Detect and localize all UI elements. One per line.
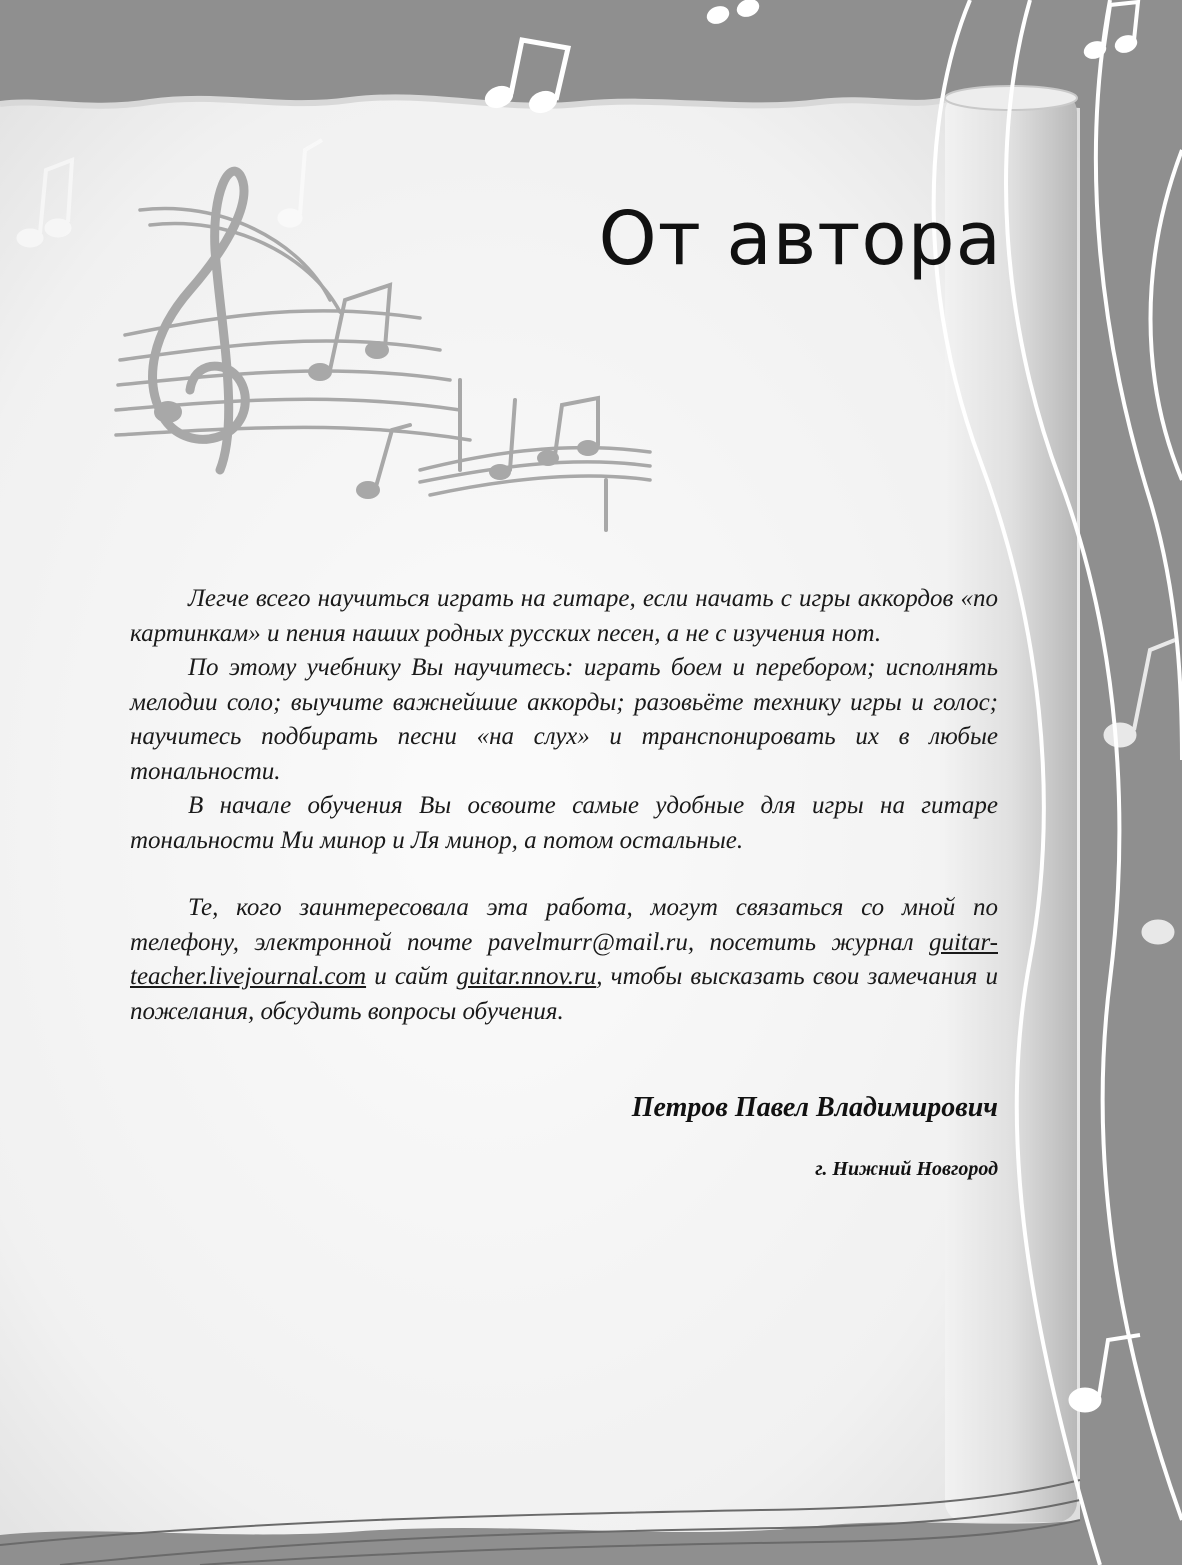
contact-text-3: и сайт (366, 963, 457, 990)
contact-email: pavelmurr@mail.ru (487, 928, 688, 956)
scroll-paper-torn-edge (0, 97, 945, 105)
note-top-right (1082, 2, 1139, 61)
page-title: От автора (598, 196, 1002, 282)
body-text (130, 582, 998, 1029)
journal-link[interactable]: guitar-teacher.livejournal.com (130, 928, 998, 990)
author-name: Петров Павел Владимирович (631, 1092, 998, 1123)
contact-text-2: , посетить журнал (687, 928, 930, 956)
site-link[interactable]: guitar.nnov.ru (456, 963, 597, 990)
paragraph-3: В начале обучения Вы освоите самые удобные для игры на гитаре тональности Ми минор и Ля минор, а потом остальные. (130, 792, 998, 854)
contact-text-4: , чтобы высказать свои замечания и пожелания, обсудить вопросы обучения. (130, 963, 998, 1025)
note-right-mid (1104, 640, 1175, 944)
contact-text-1: Те, кого заинтересовала эта работа, могут связаться со мной по телефону, электронной почте (130, 894, 998, 956)
contact-paragraph (130, 891, 998, 1029)
author-city: г. Нижний Новгород (815, 1158, 998, 1180)
paragraph-2: По этому учебнику Вы научитесь: играть боем и перебором; исполнять мелодии соло; выучите важнейшие аккорды; разовьёте технику игры и голос; научитесь подбирать песни «на слух» и транспонировать их в любые тональности. (130, 654, 998, 785)
note-top-b (705, 0, 761, 26)
paragraph-1: Легче всего научиться играть на гитаре, если начать с игры аккордов «по картинкам» и пения наших родных русских песен, а не с изучения нот. (130, 585, 998, 647)
